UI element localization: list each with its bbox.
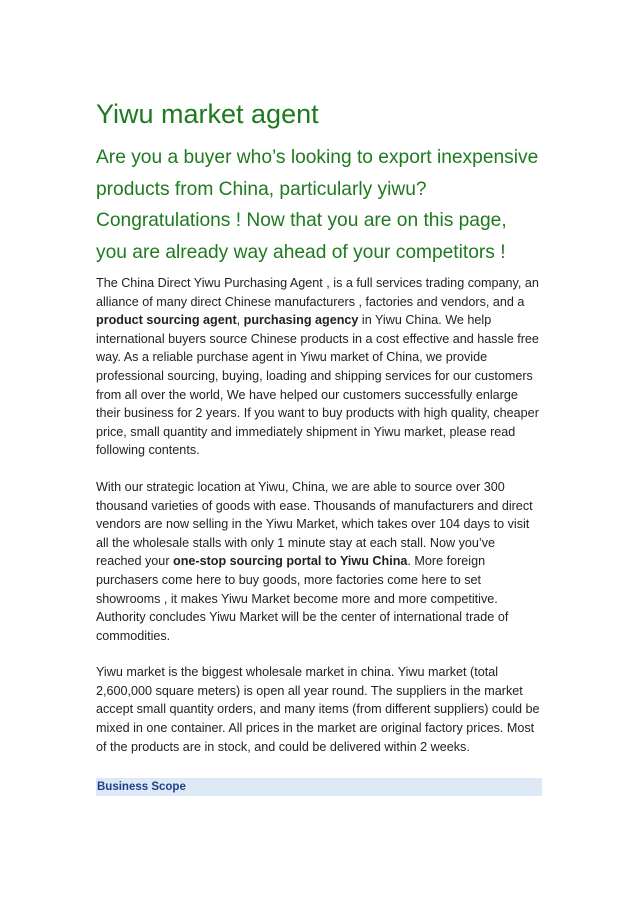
intro-text-2: , (236, 313, 244, 328)
product-sourcing-agent-emphasis: product sourcing agent (96, 313, 237, 328)
intro-text-3: in Yiwu China. We help international buyers source Chinese products in a cost effective and hassle free way. As a reliable purchase agent in Yiwu market of China, we provide professional sourcing, buying, loading and shipping services for our customers from all over the world, We have helped our customers successfully enlarge their business for 2 years. If you want to buy products with high quality, cheaper price, small quantity and immediately shipment in Yiwu market, please read following contents. (96, 313, 539, 458)
purchasing-agency-emphasis: purchasing agency (243, 313, 359, 328)
intro-text-1: The China Direct Yiwu Purchasing Agent , is a full services trading company, an alliance of many direct Chinese manufacturers , factories and vendors, and a (96, 276, 539, 309)
location-text-2: . More foreign purchasers come here to buy goods, more factories come here to set showrooms , it makes Yiwu Market become more and more competitive. Authority concludes Yiwu Market will be the center of international trade of commodities. (96, 554, 509, 643)
business-scope-heading: Business Scope (96, 778, 542, 796)
sourcing-portal-emphasis: one-stop sourcing portal to Yiwu China (173, 554, 408, 569)
market-paragraph: Yiwu market is the biggest wholesale market in china. Yiwu market (total 2,600,000 square meters) is open all year round. The suppliers in the market accept small quantity orders, and many items (from different suppliers) could be mixed in one container. All prices in the market are original factory prices. Most of the products are in stock, and could be delivered within 2 weeks. (96, 665, 540, 754)
page-title: Yiwu market agent (96, 99, 319, 129)
page-subtitle: Are you a buyer who’s looking to export inexpensive products from China, particularly yiwu? Congratulations ! Now that you are on this page, you are already way ahead of your competitors ! (96, 147, 539, 263)
document-page (96, 96, 542, 796)
intro-paragraph (96, 274, 542, 460)
location-text-1: With our strategic location at Yiwu, China, we are able to source over 300 thousand varieties of goods with ease. Thousands of manufacturers and direct vendors are now selling in the Yiwu Market, which takes over 104 days to visit all the wholesale stalls with only 1 minute stay at each stall. Now you’ve reached your (96, 479, 533, 569)
location-paragraph (96, 478, 542, 645)
